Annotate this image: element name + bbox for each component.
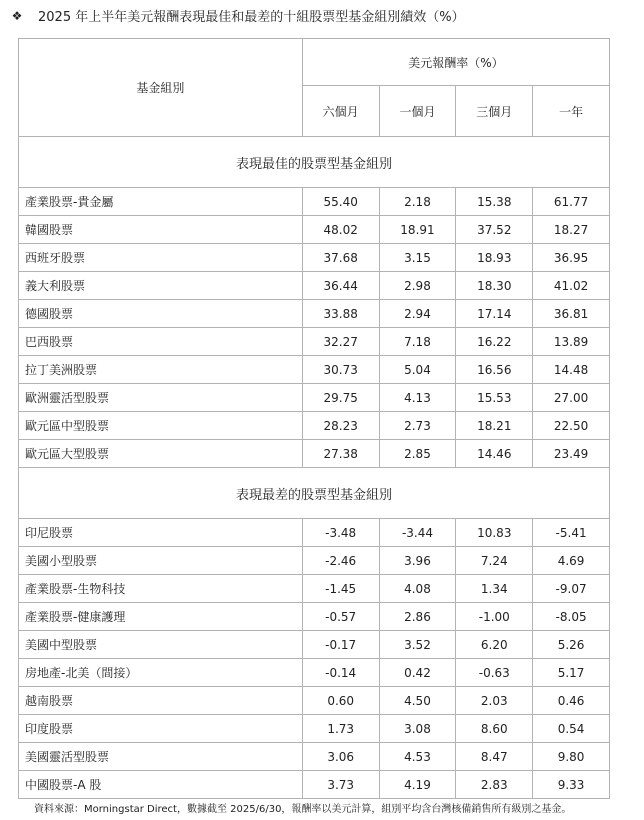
return-value-cell: 4.13 — [379, 384, 456, 412]
fund-group-name: 印尼股票 — [19, 519, 303, 547]
table-row — [19, 412, 610, 440]
return-value-cell: -1.45 — [302, 575, 379, 603]
return-value-cell: 2.98 — [379, 272, 456, 300]
return-value-cell: 4.53 — [379, 743, 456, 771]
return-value-cell: 32.27 — [302, 328, 379, 356]
return-value-cell: 33.88 — [302, 300, 379, 328]
fund-group-name: 韓國股票 — [19, 216, 303, 244]
return-value-cell: 23.49 — [533, 440, 610, 468]
fund-group-name: 美國中型股票 — [19, 631, 303, 659]
return-value-cell: 5.04 — [379, 356, 456, 384]
return-value-cell: 1.73 — [302, 715, 379, 743]
return-value-cell: 18.27 — [533, 216, 610, 244]
table-row — [19, 603, 610, 631]
table-row — [19, 547, 610, 575]
period-header-6m: 六個月 — [302, 86, 379, 137]
fund-group-name: 房地產-北美（間接） — [19, 659, 303, 687]
fund-group-name: 歐洲靈活型股票 — [19, 384, 303, 412]
return-value-cell: 10.83 — [456, 519, 533, 547]
return-value-cell: 55.40 — [302, 188, 379, 216]
return-value-cell: 15.53 — [456, 384, 533, 412]
fund-group-name: 美國靈活型股票 — [19, 743, 303, 771]
return-value-cell: -0.17 — [302, 631, 379, 659]
return-value-cell: 8.47 — [456, 743, 533, 771]
table-row — [19, 687, 610, 715]
table-row — [19, 631, 610, 659]
fund-group-name: 歐元區大型股票 — [19, 440, 303, 468]
fund-group-header: 基金組別 — [19, 39, 303, 137]
return-value-cell: 2.83 — [456, 771, 533, 799]
return-value-cell: 18.91 — [379, 216, 456, 244]
section-header-row — [19, 137, 610, 188]
return-value-cell: 2.94 — [379, 300, 456, 328]
fund-group-name: 產業股票-生物科技 — [19, 575, 303, 603]
return-value-cell: 0.54 — [533, 715, 610, 743]
usd-return-header: 美元報酬率（%） — [302, 39, 609, 86]
return-value-cell: 18.93 — [456, 244, 533, 272]
return-value-cell: 2.85 — [379, 440, 456, 468]
table-row — [19, 715, 610, 743]
return-value-cell: 2.73 — [379, 412, 456, 440]
return-value-cell: 0.46 — [533, 687, 610, 715]
return-value-cell: 15.38 — [456, 188, 533, 216]
table-row — [19, 384, 610, 412]
return-value-cell: 14.46 — [456, 440, 533, 468]
return-value-cell: -0.57 — [302, 603, 379, 631]
table-row — [19, 356, 610, 384]
fund-group-name: 中國股票-A 股 — [19, 771, 303, 799]
return-value-cell: 17.14 — [456, 300, 533, 328]
fund-group-name: 產業股票-貴金屬 — [19, 188, 303, 216]
return-value-cell: 3.52 — [379, 631, 456, 659]
table-row — [19, 440, 610, 468]
return-value-cell: 48.02 — [302, 216, 379, 244]
return-value-cell: 27.00 — [533, 384, 610, 412]
fund-group-name: 義大利股票 — [19, 272, 303, 300]
return-value-cell: 3.15 — [379, 244, 456, 272]
return-value-cell: 22.50 — [533, 412, 610, 440]
return-value-cell: 61.77 — [533, 188, 610, 216]
table-row — [19, 771, 610, 799]
fund-group-name: 越南股票 — [19, 687, 303, 715]
return-value-cell: 9.33 — [533, 771, 610, 799]
table-row — [19, 575, 610, 603]
return-value-cell: 3.06 — [302, 743, 379, 771]
table-row — [19, 272, 610, 300]
return-value-cell: 36.81 — [533, 300, 610, 328]
return-value-cell: 2.86 — [379, 603, 456, 631]
return-value-cell: -8.05 — [533, 603, 610, 631]
page-title-text: 2025 年上半年美元報酬表現最佳和最差的十組股票型基金組別績效（%） — [38, 10, 465, 25]
table-row — [19, 519, 610, 547]
return-value-cell: 36.95 — [533, 244, 610, 272]
return-value-cell: 4.19 — [379, 771, 456, 799]
source-footnote: 資料來源：Morningstar Direct，數據截至 2025/6/30，報酬率以美元計算，組別平均含台灣核備銷售所有級別之基金。 — [34, 804, 572, 815]
return-value-cell: 4.50 — [379, 687, 456, 715]
return-value-cell: 37.52 — [456, 216, 533, 244]
fund-group-name: 德國股票 — [19, 300, 303, 328]
table-row — [19, 244, 610, 272]
return-value-cell: 7.18 — [379, 328, 456, 356]
return-value-cell: 9.80 — [533, 743, 610, 771]
return-value-cell: 4.08 — [379, 575, 456, 603]
return-value-cell: 37.68 — [302, 244, 379, 272]
table-row — [19, 300, 610, 328]
return-value-cell: 3.73 — [302, 771, 379, 799]
return-value-cell: -9.07 — [533, 575, 610, 603]
section-title: 表現最佳的股票型基金組別 — [19, 137, 610, 188]
page-title — [10, 6, 465, 25]
section-title: 表現最差的股票型基金組別 — [19, 468, 610, 519]
fund-group-name: 拉丁美洲股票 — [19, 356, 303, 384]
table-row — [19, 743, 610, 771]
return-value-cell: 2.18 — [379, 188, 456, 216]
table-row — [19, 188, 610, 216]
return-value-cell: 5.26 — [533, 631, 610, 659]
return-value-cell: 41.02 — [533, 272, 610, 300]
fund-group-name: 西班牙股票 — [19, 244, 303, 272]
fund-group-name: 美國小型股票 — [19, 547, 303, 575]
return-value-cell: 18.30 — [456, 272, 533, 300]
fund-group-name: 巴西股票 — [19, 328, 303, 356]
period-header-1y: 一年 — [533, 86, 610, 137]
table-row — [19, 216, 610, 244]
diamond-bullet-icon: ❖ — [11, 8, 23, 23]
return-value-cell: 14.48 — [533, 356, 610, 384]
return-value-cell: 6.20 — [456, 631, 533, 659]
return-value-cell: 28.23 — [302, 412, 379, 440]
return-value-cell: -1.00 — [456, 603, 533, 631]
table-row — [19, 659, 610, 687]
section-header-row — [19, 468, 610, 519]
period-header-1m: 一個月 — [379, 86, 456, 137]
return-value-cell: 8.60 — [456, 715, 533, 743]
return-value-cell: 3.96 — [379, 547, 456, 575]
return-value-cell: 4.69 — [533, 547, 610, 575]
return-value-cell: 30.73 — [302, 356, 379, 384]
fund-group-name: 印度股票 — [19, 715, 303, 743]
table-row — [19, 328, 610, 356]
return-value-cell: 27.38 — [302, 440, 379, 468]
return-value-cell: 29.75 — [302, 384, 379, 412]
return-value-cell: 7.24 — [456, 547, 533, 575]
return-value-cell: -5.41 — [533, 519, 610, 547]
return-value-cell: 0.42 — [379, 659, 456, 687]
return-value-cell: -2.46 — [302, 547, 379, 575]
fund-group-name: 歐元區中型股票 — [19, 412, 303, 440]
return-value-cell: 13.89 — [533, 328, 610, 356]
return-value-cell: 0.60 — [302, 687, 379, 715]
return-value-cell: 2.03 — [456, 687, 533, 715]
return-value-cell: 5.17 — [533, 659, 610, 687]
period-header-3m: 三個月 — [456, 86, 533, 137]
return-value-cell: -0.14 — [302, 659, 379, 687]
return-value-cell: 16.56 — [456, 356, 533, 384]
return-value-cell: 1.34 — [456, 575, 533, 603]
return-value-cell: -3.44 — [379, 519, 456, 547]
return-value-cell: 3.08 — [379, 715, 456, 743]
return-value-cell: -0.63 — [456, 659, 533, 687]
performance-table — [18, 38, 610, 799]
fund-group-name: 產業股票-健康護理 — [19, 603, 303, 631]
return-value-cell: 18.21 — [456, 412, 533, 440]
table-body — [19, 137, 610, 799]
return-value-cell: 16.22 — [456, 328, 533, 356]
return-value-cell: -3.48 — [302, 519, 379, 547]
return-value-cell: 36.44 — [302, 272, 379, 300]
